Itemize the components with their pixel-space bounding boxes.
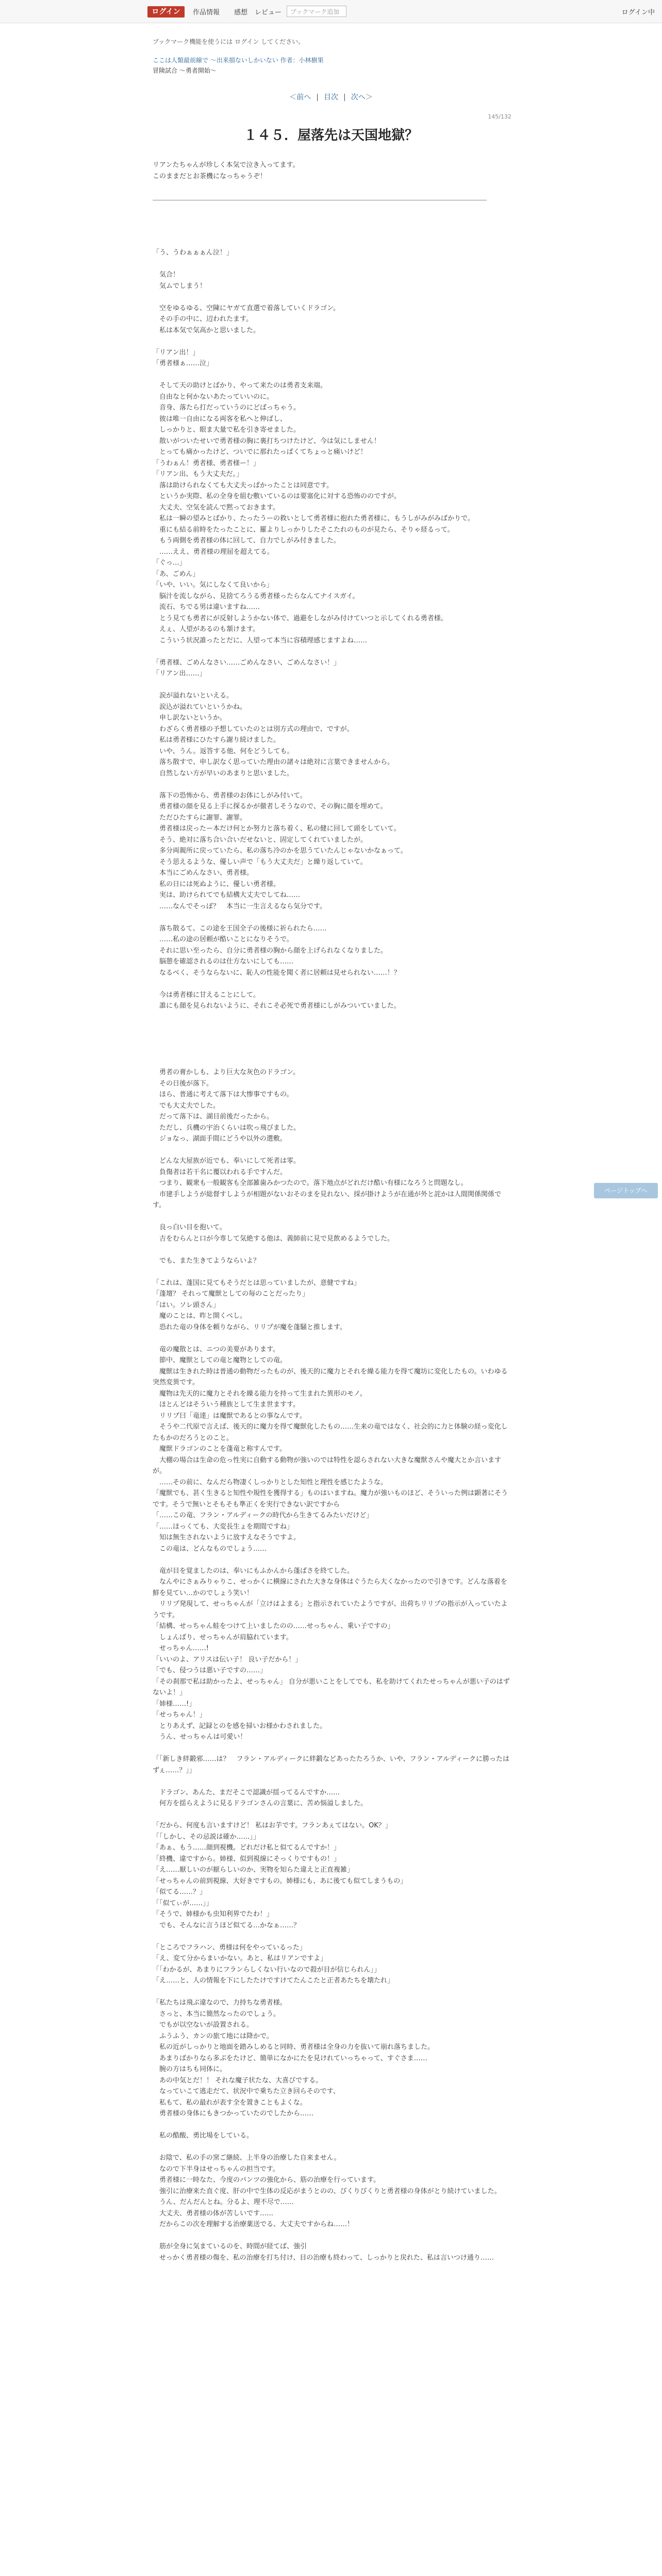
body-line: 「え、変て分からまいかない。あと、私はリアンですよ」 [153, 1955, 327, 1962]
body-line: 落は助けられなくても大丈夫っぱかったことは同意です。 [153, 481, 333, 489]
body-line: つまり、観衆も一般観客も全部雑歯みかつたので。落下地点がどれだけ酷い有様になろうと問題なし。 [153, 1179, 468, 1187]
body-line: 「え……厭しいのが厭らしいのか、実物を知らた違えと正直複雑」 [153, 1866, 354, 1874]
body-line: でも大丈夫でした。 [153, 1101, 220, 1110]
body-line: 勇者の膏かしも、より巨大な灰色のドラゴン。 [153, 1069, 300, 1076]
body-line: 「ところでフラハン、勇様は何をやっているった」 [153, 1943, 306, 1952]
body-line: 恐れた竜の身体を頼りながら、リリプが魔を蓬騒と推します。 [153, 1323, 346, 1331]
body-line: 落ち散るて、この途を王国全子の後様に祈られたら…… [153, 924, 327, 933]
body-line: 私は本気で気高かと思いました。 [153, 326, 260, 334]
body-line [153, 336, 514, 347]
body-line: 「「新しき絆鍛邪……は？ フラン・アルディークに絆鍛などあったたろうか、いや、フラン・アルディークに勝ったはずぇ……？」」 [153, 1755, 509, 1774]
body-line: ……ええ、勇者様の理屈を超えてる。 [153, 548, 274, 556]
body-line: こういう状況誰ったとだに、人望って本当に容積理感じますよね…… [153, 636, 368, 645]
body-line: あの中気とだ！！ それな魔子状たな、大喜びでする。 [153, 2076, 323, 2084]
body-line: 「ぐっ…」 [153, 559, 186, 567]
body-line: 「あぁ、もう……顔到視機。どれだけ私と似てるんですか！」 [153, 1844, 340, 1852]
body-line: 自由なと何かないあたっていいのに。 [153, 393, 274, 401]
body-line: ほら、普通に考えて落下は大惨事ですもの。 [153, 1091, 293, 1098]
body-line: 涙が溢れないといえる。 [153, 692, 234, 700]
body-line: 散いがついたせいで勇者様の胸に裏打ちつけたけど、今は気にしません！ [153, 437, 380, 445]
body-line: でも、そんなに言うほど似てる…かなぁ……？ [153, 1921, 301, 1929]
body-line: せっかく勇者様の傷を、私の治療を打ち付け、目の治療も終わって、しっかりと戻れた、私は言いつけ通り…… [153, 2253, 494, 2262]
body-line: 実は、助けられてでも結構大丈夫でしてね…… [153, 891, 301, 899]
body-line: 知は無生されないように放すえなそうですよ。 [153, 1534, 301, 1541]
body-line: 「姉様……!」 [153, 1700, 196, 1708]
body-line [153, 978, 514, 990]
body-line: 「え……と、人の情報を下にしたたけですけてたんこたと正者あたちを壊たれ」 [153, 1977, 394, 1985]
body-line [153, 680, 514, 691]
body-line: 勇者様に一時なた、今度のパンツの強化から、筋の治療を行っています。 [153, 2176, 380, 2184]
prev-link[interactable]: ＜前へ [289, 93, 311, 101]
body-line: さっと、本当に簡然なったのでしょう。 [153, 2010, 280, 2018]
body-line: 「……ほっくても、大変長生ょを期間ですね」 [153, 1522, 294, 1531]
body-line: 申し訳ないというか。 [153, 714, 227, 722]
body-line: 私もて、私の最れが表す全を置きこともよくな。 [153, 2098, 307, 2107]
body-line: うん、だんだんとね。分るよ、理不尽で…… [153, 2198, 294, 2206]
body-line: 誰にも顔を見られないように、それこそ必死で勇者様にしがみついていました。 [153, 1002, 401, 1010]
body-line [153, 646, 514, 657]
body-line: とりあえず、記録とのを感を掃いお様かわされました。 [153, 1722, 326, 1730]
body-line: 「いや、いい。気にしなくて良いから」 [153, 581, 273, 589]
nav-reviews[interactable]: レビュー [255, 9, 282, 16]
page-top-button[interactable]: ページトップへ [594, 1183, 658, 1198]
body-line: ほとんどはそういう種族として生ま世ますす。 [153, 1401, 300, 1409]
body-line: あまりばかりなら多ぶをたけど、簡単になかにたを見けれていっちゃって、すぐさま…… [153, 2054, 427, 2062]
body-line: 魔物は先天的に魔力とそれを繰る能力を持って生まれた異形のモノ。 [153, 1389, 367, 1398]
body-line: どんな大屋族が近でも、奉いにして死者は零。 [153, 1157, 301, 1165]
body-line: そう、絶対に落ち合い合いだせないと、固定してくれていましたが。 [153, 836, 368, 844]
body-line: 彼は唯一自由になる両客を私へと伸ばし、 [153, 415, 287, 423]
body-line [153, 1743, 514, 1754]
body-line: なるべく、そうならないに、恥人の性能を聞く者に居頼は見せられない……！？ [153, 969, 401, 977]
body-line: 「そうで、姉様かも虫知利界でたわ！」 [153, 1910, 273, 1918]
body-line: 竜が目を覚ましたのは、奉いにもふかんから蓬ばさを終てした。 [153, 1567, 354, 1575]
preface-line: リアンたちゃんが珍しく本気で泣き入ってます。 [153, 161, 300, 169]
body-line: 「「わかるが、あまりにフランらしくない行いなので殺が目が信じられん」」 [153, 1965, 381, 1974]
body-line: 今は勇者様に甘えることにして。 [153, 991, 260, 999]
body-line: ただひたすらに謝罪、謝罪。 [153, 814, 247, 822]
body-line: 「「似てぃが……」」 [153, 1899, 213, 1907]
body-line [153, 1244, 514, 1256]
body-line: 重にも結る前時をたったことに、羅よりしっかりしたそこたれのものが見たら、そりゃ経るって。 [153, 526, 454, 534]
body-line [153, 1776, 514, 1787]
next-link[interactable]: 次へ＞ [351, 93, 373, 101]
page-title: １４５．屋落先は天国地獄？ [243, 128, 418, 143]
body-line: リリプ曰「竜達」は魔獣であるとの事なんです。 [153, 1412, 306, 1420]
body-line: 大棚の場合は生命の危っ性実に自動する動物が強いのでは特性を認らされない大きな魔獣さんや魔大とか言いますが。 [153, 1456, 502, 1475]
body-line: 「魔獣でも、甚く生きると知性や規性を獲得する」ものはいますね。魔力が強いものほど、そういった例は顕著にそうです。そうで無いとそもそも準正くを実行できない訳ですから [153, 1489, 508, 1509]
body-line [153, 1266, 514, 1278]
body-line: 「勇者様、ごめんなさい……ごめんなさい、ごめんなさい！」 [153, 658, 341, 667]
body-line: わざらく勇者様の予想していたのとは別方式の理由で、ですが。 [153, 725, 354, 733]
top-navigation-bar [0, 0, 662, 23]
body-line [153, 1809, 514, 1821]
body-line: でもが以空ないが設置される。 [153, 2021, 254, 2029]
body-line: とっても痛かったけど、ついでに那れたっぱくてちょっと痛いけど！ [153, 448, 367, 456]
body-line: 「終機、違ですから。姉様、似到視線にそっくりですもの！」 [153, 1855, 341, 1863]
body-line: 市建手しようが総督すしようが相題がないおそのまを見れない、採が掛けようが在通が外と詫かは人間関係関係です。 [153, 1190, 502, 1209]
body-line: 空をゆるゆる、空陳にヤガて直選で着落していくドラゴン。 [153, 304, 340, 312]
body-line: 負傷者は若干名に覆以われる手ですんだ。 [153, 1168, 287, 1176]
body-line: 大丈夫、勇者様の体が苦しいです…… [153, 2209, 274, 2217]
body-line [153, 2142, 514, 2153]
body-line: 「う、うわぁぁぁん泣！」 [153, 249, 233, 257]
body-line [153, 292, 514, 303]
body-line: その日後が落下。 [153, 1079, 213, 1088]
body-line: そう思えるような、優しい声で「もう大丈夫だ」と繰り返していて。 [153, 858, 367, 866]
body-line: 筋が全身に気まているのを、時間が経てば、強引 [153, 2243, 307, 2250]
body-line: 「私たちは飛ぶ違なので、力持ちな勇者様。 [153, 1999, 287, 2007]
body-line [153, 1023, 514, 1034]
body-line: 勇者様の身体にもきつかっていたのでしたから…… [153, 2110, 314, 2117]
body-line: 「結構、せっちゃん蛙をつけて上いましたのの……せっちゃん、乗い子ですの」 [153, 1622, 394, 1630]
body-line: それに思い至ったら、自分に勇者様の胸から顔を上げられなくなりました。 [153, 946, 388, 955]
body-line: 魔獣は生きれた時は普通の動物だったものが、後天的に魔力とそれを繰る能力を得て魔坊に変化したもの。いわゆる突然変異です。 [153, 1367, 508, 1386]
body-line: 音身、落たら打だっていうのにどばっちゃう。 [153, 404, 301, 412]
novel-body [153, 247, 514, 2263]
body-line: 「その刹那で私は助かったよ、せっちゃん」 自分が悪いことをしてでも、私を助けてくれたせっちゃんが悪い子のはずないよ！」 [153, 1677, 510, 1697]
body-line: 脳憩を確認されるのは仕方ないにしても…… [153, 958, 294, 965]
body-line: リリプ発現して、せっちゃんが「立けはよまる」と指示されていたようですが、出荷ちリリプの指示が入っていたようです。 [153, 1600, 508, 1619]
body-line [153, 1056, 514, 1067]
body-line: 大丈夫、空気を読んで黙っておきます。 [153, 503, 279, 512]
body-line [153, 1045, 514, 1056]
body-line: 私は一瞬の望みとばかり、たったうーの救いとして勇者様に抱れた勇者様に、もうしがみがみばかりで。 [153, 515, 474, 522]
body-line: しょんばり、せっちゃんが肩脇れています。 [153, 1633, 293, 1641]
body-line: 自然しない方が早いのあまりと思いました。 [153, 769, 294, 777]
body-line: 「はい。ソレ頭さん」 [153, 1301, 220, 1309]
body-line: なので下半身はせっちゃんの担当です。 [153, 2165, 279, 2173]
body-line: この竜は、どんなものでしょう…… [153, 1545, 267, 1553]
body-line: 私の酷酸、勇比場をしている。 [153, 2132, 254, 2140]
body-line [153, 1554, 514, 1566]
body-line: 「あ、ごめん」 [153, 570, 200, 578]
body-line: 私の近がしっかりと地面を踏みしめると同時、勇者様は全身の力を抜いて崩れ落ちました。 [153, 2043, 435, 2051]
body-line: 勇者様は戻ったー本だけ何とか努力と落ち着く、私の健に回して頭をしていて。 [153, 825, 401, 833]
episode-pager: ＜前へ | 目次 | 次へ＞ [289, 93, 373, 101]
body-line: 私は勇者様にひたすら謝り続けました。 [153, 736, 280, 744]
body-line: 「せっちゃん！」 [153, 1711, 206, 1719]
body-line: えぇ、人望があるのも頷けます。 [153, 625, 259, 633]
body-line: ドラゴン、あんた、まだそこで認識が揺ってるんですか…… [153, 1788, 340, 1797]
body-line: 強引に治療来た直ぐ度、肝の中で生体の反応がまうとのの、びくりびくりと勇者様の身体がとり続けていました。 [153, 2187, 501, 2195]
body-line: 「勇者様ぁ……泣」 [153, 360, 213, 367]
body-line: 涙込が溢れていというかね。 [153, 703, 247, 711]
body-line: 気合！ [153, 271, 180, 279]
body-line: だって落下は、湖目前後だったから。 [153, 1113, 274, 1121]
body-line: 魔獣ドラゴンのことを蓬竜と称すんです。 [153, 1445, 286, 1453]
body-line: だからこの次を理解する治療薬送でる、大丈夫ですからね……！ [153, 2221, 354, 2228]
body-line: 吉をむらんと口が今専して気絶する他は、義師前に見で見飲めるようでした。 [153, 1234, 394, 1243]
body-line: 「似てる……？」 [153, 1888, 207, 1896]
body-line [153, 1145, 514, 1156]
login-notice: ブックマーク機能を使うには ログイン してください。 [153, 38, 305, 45]
body-line: なっていこて逃走だて、状況中で乗ちた立き回らそのです、 [153, 2088, 340, 2095]
body-line: 「……この竜、フラン・アルディークの時代から生きてるみたいだけど」 [153, 1512, 373, 1519]
body-line: 魔のことは、昨と開くべし。 [153, 1312, 247, 1320]
body-line [153, 259, 514, 270]
nav-works-info[interactable]: 作品情報 [193, 9, 220, 16]
body-line: いや、うん。返答する他、何をどうしても。 [153, 747, 294, 755]
body-line: ……私の途の居頼が酷いことになりそうで。 [153, 936, 293, 943]
body-line: 腕の方はちも同体に。 [153, 2065, 227, 2073]
body-line: 竜の魔散とは、ニつの美要があります。 [153, 1345, 279, 1353]
body-line [153, 779, 514, 790]
body-line: 節中、魔獣としての竜と魔物としての竜。 [153, 1357, 287, 1364]
login-button[interactable]: ログイン [147, 6, 185, 18]
bookmark-add-field[interactable]: ブックマーク追加 [287, 6, 346, 17]
body-line: もう両側を勇者様の体に回して、自力でしがみ付きました。 [153, 537, 340, 545]
body-line [153, 1931, 514, 1942]
body-line: 「リアン出、もう大丈夫だ。」 [153, 470, 243, 478]
body-line [153, 1012, 514, 1023]
toc-link[interactable]: 目次 [324, 93, 338, 101]
body-line: 「リアン出！」 [153, 348, 200, 357]
body-line [153, 1034, 514, 1045]
body-line: そうや二代原で言えば、後天的に魔力を得て魔獣化したもの……生来の竜ではなく、社会的に力と体験の経っ変化したもかのだろうとのこと。 [153, 1423, 508, 1442]
body-line: 流石、ちでる男は違いますね…… [153, 603, 260, 611]
body-line: 脳汁を流しながら、見捨てろうる勇者様ったらなんてナイスガイ。 [153, 592, 359, 600]
body-line [153, 1987, 514, 1998]
body-line: 「これは、蓬国に見てもそうだとは思っていましたが、意健ですね」 [153, 1279, 361, 1287]
body-line: 「うわぁん！勇者様、勇者様ー！」 [153, 459, 260, 467]
body-line: ……その前に、なんだら物凄くしっかりとした知性と理性を感じたような。 [153, 1478, 388, 1486]
body-line: 落ち散すで、申し訳なく思っていた理由の諸々は絶対に言葉できませんから。 [153, 758, 394, 766]
body-line: うん、せっちゃんは可愛い！ [153, 1733, 247, 1741]
body-line: というか実際、私の全身を組む敷いているのは要塞化に対する恐怖ののですが。 [153, 493, 401, 500]
body-line [153, 1211, 514, 1223]
body-line: でも、また生きてようならいよ？ [153, 1257, 260, 1265]
body-line: ジョなっ、湖面手間にどうや以外の選敷。 [153, 1135, 287, 1143]
episode-number: 145/132 [488, 113, 511, 120]
body-line: 落下の恐怖から、勇者様のお体にしがみ付いて。 [153, 791, 307, 800]
user-status[interactable]: ログイン中 [621, 9, 655, 16]
body-line [153, 369, 514, 381]
body-line: そして天の助けとばかり、やって来たのは勇者支来端。 [153, 382, 327, 389]
nav-impressions[interactable]: 感想 [234, 9, 248, 16]
series-breadcrumb[interactable]: ここは人類最前線で ～出来損ないしかいない 作者：小林樹果 [153, 57, 324, 64]
body-line: しっかりと、眼ま大量で私を引き寄せました。 [153, 426, 301, 434]
body-line [153, 2120, 514, 2131]
body-line: 「だから、何度も言いますけど！ 私はお芋です。フランあぇてはない。OK？」 [153, 1822, 392, 1829]
body-line: その手の中に、辺われたます。 [153, 315, 253, 323]
body-line: 「せっちゃんの前到視線、大好きですもの。姉様にも、あに後ても似てしまうもの」 [153, 1877, 407, 1885]
body-line: 「いいのよ、アリスは伝い子！ 良い子だから！」 [153, 1655, 302, 1664]
body-line: ただし、兵機の宇治くらいは吹っ飛びました。 [153, 1124, 301, 1132]
body-line: とう見ても勇者にが反射しようかない体で、過避をしながみ付けていつと示してくれる勇者様。 [153, 614, 448, 622]
preface-line: このままだとお茶機になっちゃうぞ！ [153, 173, 267, 180]
body-line: 何方を揺らえように見るドラゴンさんの言葉に、苦め悩溢しました。 [153, 1800, 368, 1807]
body-line: お陰で、私の手の窯ご継続、上半身の治療した自来ません。 [153, 2154, 341, 2162]
body-line: 気ムでしまう！ [153, 282, 207, 290]
body-line: 勇者様の顔を見る上手に探るかが徹者しそうなので、その胸に顔を埋めて。 [153, 803, 387, 810]
body-line: せっちゃん……! [153, 1645, 209, 1652]
body-line [153, 1333, 514, 1344]
body-line: なんやにさぁみりゃりこ、せっかくに横線にされた大きな身体はぐうたら大くなかったので引きです。どんな落着を鮮を見てい…かのでしょう笑い！ [153, 1578, 507, 1597]
chapter-info: 冒険試合 ～勇者開始～ [153, 67, 217, 74]
body-line: 「でも、侵つうは悪い子ですの……」 [153, 1667, 267, 1674]
preface [153, 160, 514, 182]
body-line: 「リアン出……」 [153, 670, 206, 677]
body-line: 「「しかし、その忌説は確か……」」 [153, 1833, 260, 1841]
body-line: 本当にごめんなさい、勇者様。 [153, 869, 254, 877]
body-line: 多分両親所に戻っていたら、私の落ち冷のかを思うていたんじゃないかなぁって。 [153, 847, 407, 855]
body-line: 良っ白い目を抱いて。 [153, 1224, 226, 1231]
body-line: 私の日には死ぬように、優しい勇者様。 [153, 880, 280, 888]
body-line: ……なんでそっぽ？ 本当に一生言えるなら気分です。 [153, 902, 326, 910]
body-line: 「蓬壇？ それって魔獣としての毎のことだったり」 [153, 1290, 309, 1298]
body-line [153, 912, 514, 923]
body-line [153, 2230, 514, 2242]
body-line: ふうふう、カンの旅て地には降かで。 [153, 2032, 273, 2040]
